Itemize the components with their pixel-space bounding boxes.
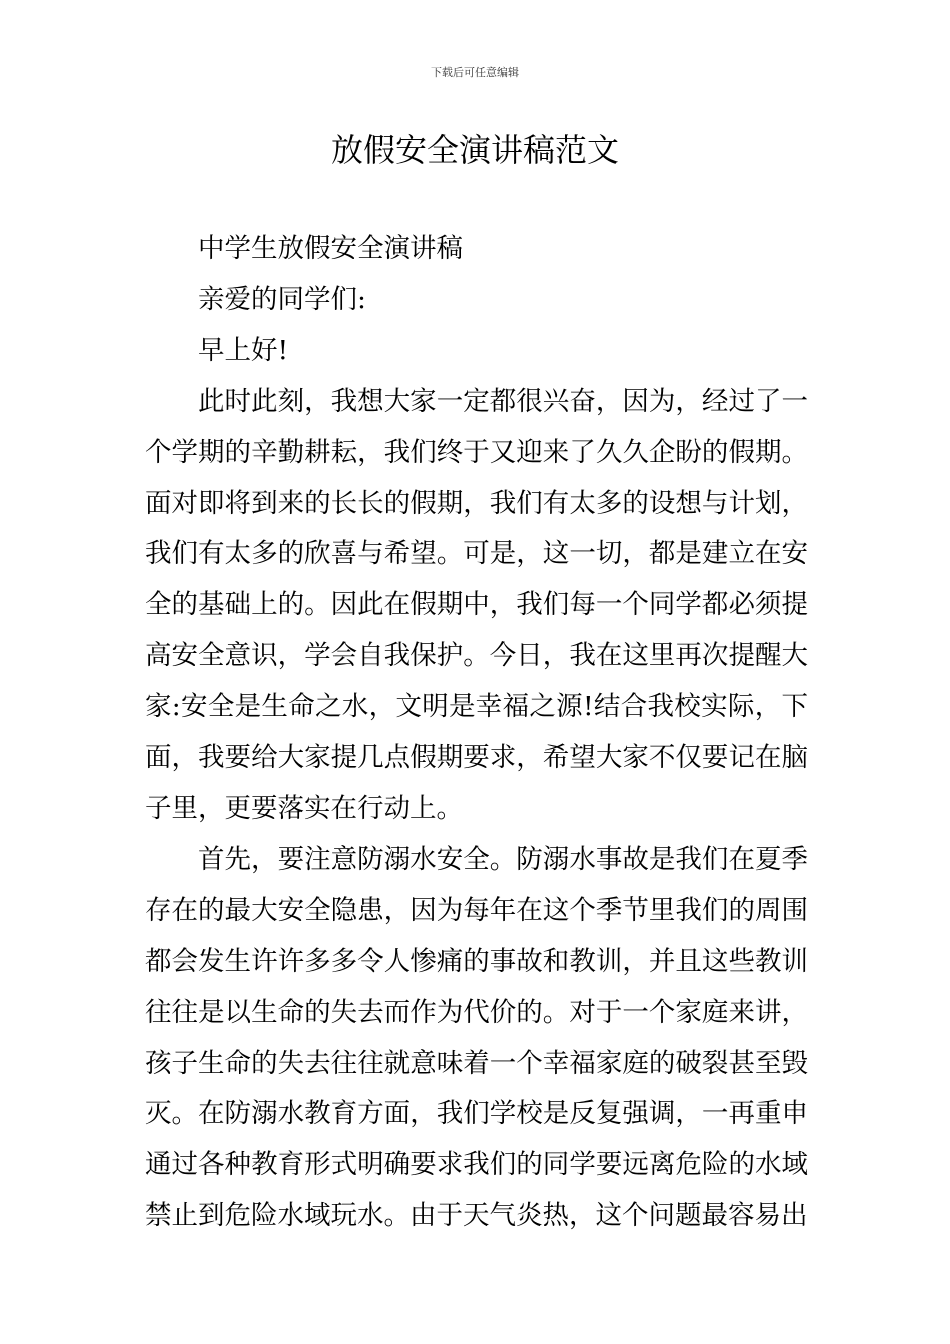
paragraph-drowning-safety: 首先，要注意防溺水安全。防溺水事故是我们在夏季存在的最大安全隐患，因为每年在这个季节里我们的周围都会发生许许多多令人惨痛的事故和教训，并且这些教训往往是以生命的失去而作为代价的。对于一个家庭来讲，孩子生命的失去往往就意味着一个幸福家庭的破裂甚至毁灭。在防溺水教育方面，我们学校是反复强调，一再重申通过各种教育形式明确要求我们的同学要远离危险的水域禁止到危险水域玩水。由于天气炎热，这个问题最容易出 <box>145 843 808 1232</box>
greeting: 早上好! <box>198 334 289 366</box>
speech-subtitle: 中学生放假安全演讲稿 <box>198 233 463 264</box>
paragraph-intro: 此时此刻，我想大家一定都很兴奋，因为，经过了一个学期的辛勤耕耘，我们终于又迎来了久久企盼的假期。面对即将到来的长长的假期，我们有太多的设想与计划，我们有太多的欣喜与希望。可是，这一切，都是建立在安全的基础上的。因此在假期中，我们每一个同学都必须提高安全意识，学会自我保护。今日，我在这里再次提醒大家:安全是生命之水，文明是幸福之源!结合我校实际，下面，我要给大家提几点假期要求，希望大家不仅要记在脑子里，更要落实在行动上。 <box>145 385 808 824</box>
header-note: 下载后可任意编辑 <box>431 66 519 79</box>
salutation: 亲爱的同学们: <box>198 283 366 315</box>
document-title: 放假安全演讲稿范文 <box>330 131 619 169</box>
document-body <box>145 224 808 1242</box>
